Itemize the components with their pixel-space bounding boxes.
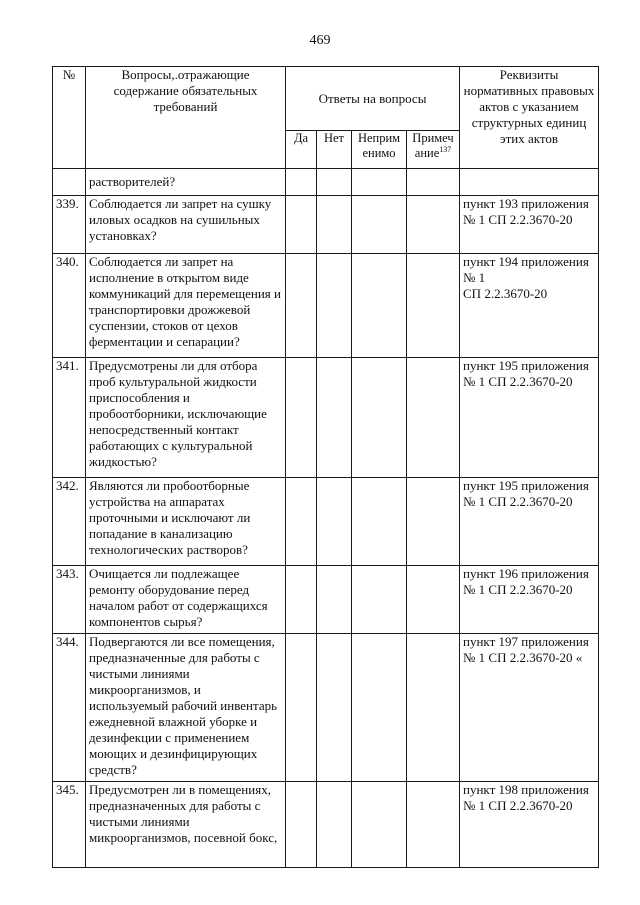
cell-no [317, 478, 352, 566]
table-row [53, 358, 599, 478]
cell-note [407, 566, 460, 634]
cell-yes [286, 358, 317, 478]
header-question [86, 67, 286, 169]
cell-yes [286, 196, 317, 254]
header-no: Нет [317, 131, 352, 169]
table-body [53, 169, 599, 868]
cell-not-applicable [352, 782, 407, 868]
header-not-applicable: Неприм енимо [352, 131, 407, 169]
row-number: 339. [53, 196, 86, 254]
table-row [53, 782, 599, 868]
row-question: Предусмотрен ли в помещениях, предназначенных для работы с чистыми линиями микроорганизмов, посевной бокс, [86, 782, 286, 868]
cell-no [317, 196, 352, 254]
table-row [53, 566, 599, 634]
table-row [53, 478, 599, 566]
cell-ref [460, 169, 599, 196]
row-reference: пункт 198 приложения № 1 СП 2.2.3670-20 [460, 782, 599, 868]
table-row [53, 634, 599, 782]
cell-not-applicable [352, 566, 407, 634]
row-reference: пункт 194 приложения № 1 СП 2.2.3670-20 [460, 254, 599, 358]
header-number: № [53, 67, 86, 169]
cell-not-applicable [352, 634, 407, 782]
cell-yes [286, 254, 317, 358]
row-reference: пункт 193 приложения № 1 СП 2.2.3670-20 [460, 196, 599, 254]
row-reference: пункт 196 приложения № 1 СП 2.2.3670-20 [460, 566, 599, 634]
cell-note [407, 782, 460, 868]
cell-note [407, 254, 460, 358]
continuation-row [53, 169, 599, 196]
cell-no [317, 634, 352, 782]
row-reference: пункт 195 приложения № 1 СП 2.2.3670-20 [460, 478, 599, 566]
cell-no [317, 782, 352, 868]
cell-yes [286, 782, 317, 868]
header-answers: Ответы на вопросы [286, 67, 460, 131]
cell-note [407, 169, 460, 196]
cell-yes [286, 478, 317, 566]
cell-not-applicable [352, 254, 407, 358]
continuation-text: растворителей? [86, 169, 286, 196]
table-row [53, 254, 599, 358]
page-number: 469 [309, 33, 331, 48]
cell-no [317, 358, 352, 478]
cell-no [317, 254, 352, 358]
row-reference: пункт 197 приложения № 1 СП 2.2.3670-20 « [460, 634, 599, 782]
header-yes: Да [286, 131, 317, 169]
row-question: Являются ли пробоотборные устройства на аппаратах проточными и исключают ли попадание в канализацию технологических растворов? [86, 478, 286, 566]
row-question: Соблюдается ли запрет на исполнение в открытом виде коммуникаций для перемещения и транспортировки дрожжевой суспензии, стоков от цехов ферментации и сепарации? [86, 254, 286, 358]
row-number: 344. [53, 634, 86, 782]
row-question: Соблюдается ли запрет на сушку иловых осадков на сушильных установках? [86, 196, 286, 254]
header-note [407, 131, 460, 169]
cell-note [407, 358, 460, 478]
header-requisites: Реквизиты нормативных правовых актов с указанием структурных единиц этих актов [460, 67, 599, 169]
cell-number [53, 169, 86, 196]
cell-not-applicable [352, 478, 407, 566]
cell-not-applicable [352, 169, 407, 196]
cell-yes [286, 169, 317, 196]
cell-note [407, 634, 460, 782]
row-reference: пункт 195 приложения № 1 СП 2.2.3670-20 [460, 358, 599, 478]
requirements-table [52, 66, 599, 868]
row-question: Предусмотрены ли для отбора проб культуральной жидкости приспособления и пробоотборники, исключающие непосредственный контакт работающих с культуральной жидкостью? [86, 358, 286, 478]
cell-note [407, 478, 460, 566]
header-note-label: Примеч ание [412, 131, 454, 160]
row-number: 340. [53, 254, 86, 358]
row-number: 341. [53, 358, 86, 478]
row-number: 342. [53, 478, 86, 566]
table-row [53, 196, 599, 254]
cell-note [407, 196, 460, 254]
cell-not-applicable [352, 358, 407, 478]
row-number: 343. [53, 566, 86, 634]
row-number: 345. [53, 782, 86, 868]
cell-not-applicable [352, 196, 407, 254]
row-question: Подвергаются ли все помещения, предназначенные для работы с чистыми линиями микроорганизмов, и используемый рабочий инвентарь ежедневной влажной уборке и дезинфекции с применением моющих и дезинфицирующих средств? [86, 634, 286, 782]
header-question-label: Вопросы,.отражающие содержание обязательных требований [113, 67, 258, 114]
row-question: Очищается ли подлежащее ремонту оборудование перед началом работ от содержащихся компонентов сырья? [86, 566, 286, 634]
footnote-marker: 137 [439, 144, 452, 154]
cell-no [317, 566, 352, 634]
cell-no [317, 169, 352, 196]
cell-yes [286, 634, 317, 782]
cell-yes [286, 566, 317, 634]
